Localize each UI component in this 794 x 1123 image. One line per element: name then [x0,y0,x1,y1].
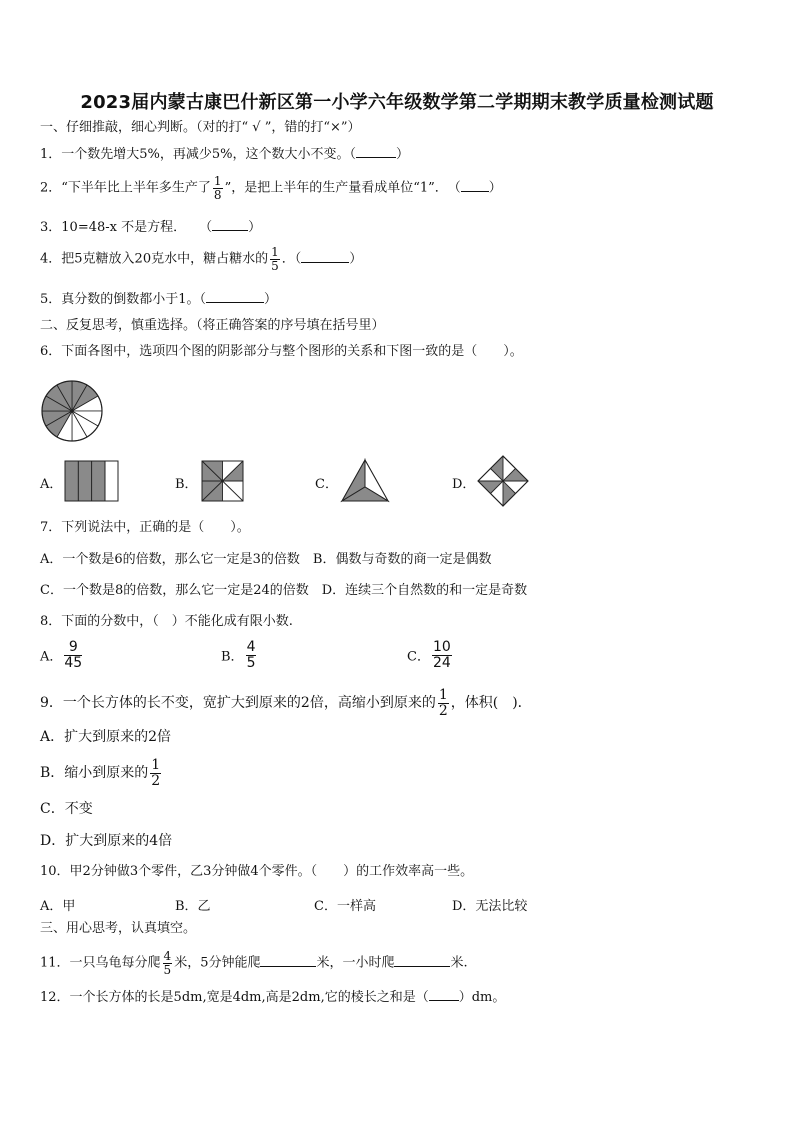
q12-text: 12．一个长方体的长是5dm,宽是4dm,高是2dm,它的棱长之和是（ [40,990,429,1005]
q1-end: ） [396,147,410,162]
q1-answer-blank[interactable] [356,146,396,158]
q8-option-a[interactable] [40,640,84,670]
page-title: 2023届内蒙古康巴什新区第一小学六年级数学第二学期期末教学质量检测试题 [80,92,714,113]
q11-blank-2[interactable] [394,955,450,967]
q11-mid2: 米，一小时爬 [316,955,395,971]
q9-pre: 9．一个长方体的长不变，宽扩大到原来的2倍，高缩小到原来的 [40,695,436,712]
section-3-heading: 三、用心思考，认真填空。 [40,921,197,936]
q4-frac-num: 1 [271,245,279,259]
question-12 [40,989,505,1006]
question-11 [40,950,468,976]
q2-fraction [213,175,223,201]
question-4 [40,246,362,272]
q9-post: ，体积( )． [450,695,532,712]
q8-option-b-fraction [246,640,257,670]
question-10: 10．甲2分钟做3个零件，乙3分钟做4个零件。（ ）的工作效率高一些。 [40,864,474,879]
q9-frac-num: 1 [438,687,448,703]
q8-c-num: 10 [432,639,451,655]
q9-option-a[interactable]: A．扩大到原来的2倍 [40,729,172,745]
q2-post: ”，是把上半年的生产量看成单位“1”． （ [224,180,461,196]
q8-a-den: 45 [64,654,83,671]
q9-option-b[interactable] [40,758,163,788]
q8-option-b-label: B． [221,649,244,665]
q8-b-den: 5 [246,654,256,671]
q9-fraction [438,688,449,718]
q6-option-a-label[interactable]: A． [40,477,63,492]
question-3 [40,219,261,236]
q7-options-cd[interactable]: C．一个数是8的倍数，那么它一定是24的倍数 D．连续三个自然数的和一定是奇数 [40,583,528,598]
q11-pre: 11．一只乌龟每分爬 [40,955,161,971]
q8-option-a-fraction [64,640,82,670]
q6-option-d-figure [476,454,530,508]
q11-frac-den: 5 [163,962,172,977]
q8-b-num: 4 [246,639,256,655]
q10-option-b[interactable]: B．乙 [175,899,211,914]
q10-option-d[interactable]: D．无法比较 [452,899,528,914]
q7-options-ab[interactable]: A．一个数是6的倍数，那么它一定是3的倍数 B．偶数与奇数的商一定是偶数 [40,552,492,567]
q10-option-c[interactable]: C．一样高 [314,899,376,914]
q11-mid1: 米，5分钟能爬 [174,955,261,971]
question-9 [40,688,532,718]
q2-pre: 2．“下半年比上半年多生产了 [40,180,211,196]
q11-frac-num: 4 [163,949,172,963]
q4-post: ．（ [281,251,302,267]
q9-b-num: 1 [151,757,161,773]
q4-fraction [270,246,280,272]
q9-option-c[interactable]: C．不变 [40,801,93,817]
q6-option-b-label[interactable]: B． [175,477,198,492]
q8-option-c-label: C． [407,649,430,665]
q6-option-c-figure [340,458,392,504]
q6-option-b-figure [201,460,245,502]
question-7: 7．下列说法中，正确的是（ ）。 [40,520,250,535]
q12-end: ）dm。 [458,990,506,1005]
q4-pre: 4．把5克糖放入20克水中，糖占糖水的 [40,251,269,267]
q9-frac-den: 2 [438,702,448,719]
q9-b-den: 2 [151,772,161,789]
reference-circle-figure [40,379,104,443]
question-8: 8．下面的分数中，（ ）不能化成有限小数. [40,614,293,629]
q9-option-b-text: B．缩小到原来的 [40,765,149,782]
q2-frac-num: 1 [213,174,222,188]
q3-answer-blank[interactable] [212,219,248,231]
q2-end: ） [488,180,502,196]
q9-option-d[interactable]: D．扩大到原来的4倍 [40,833,173,849]
q11-fraction [163,950,173,976]
q8-option-a-label: A． [40,649,63,665]
q9-option-b-fraction [150,758,161,788]
q11-blank-1[interactable] [260,955,316,967]
q6-option-c-label[interactable]: C． [315,477,338,492]
q11-post: 米. [450,955,468,971]
q8-c-den: 24 [432,654,451,671]
q3-text: 3．10=48-x 不是方程． （ [40,220,213,235]
q8-a-num: 9 [64,640,82,656]
question-6: 6．下面各图中，选项四个图的阴影部分与整个图形的关系和下图一致的是（ ）。 [40,344,523,359]
q8-option-c-fraction [432,640,452,670]
q8-option-b[interactable] [221,640,258,670]
q8-option-c[interactable] [407,640,454,670]
q4-frac-den: 5 [271,258,279,273]
q2-frac-den: 8 [213,187,222,202]
q5-text: 5．真分数的倒数都小于1。（ [40,292,207,307]
q3-end: ） [248,220,262,235]
section-2-heading: 二、反复思考，慎重选择。（将正确答案的序号填在括号里） [40,318,385,333]
section-1-heading: 一、仔细推敲，细心判断。（对的打“ √ ”，错的打“×”） [40,120,361,135]
q5-end: ） [264,292,278,307]
q1-text: 1．一个数先增大5%，再减少5%，这个数大小不变。（ [40,147,357,162]
question-5 [40,291,277,308]
q6-option-d-label[interactable]: D． [452,477,476,492]
question-1 [40,146,409,163]
q12-answer-blank[interactable] [429,989,459,1001]
q10-option-a[interactable]: A．甲 [40,899,76,914]
q6-option-a-figure [64,460,120,502]
question-2 [40,175,502,201]
q2-answer-blank[interactable] [461,180,489,192]
q5-answer-blank[interactable] [206,291,264,303]
q4-end: ） [349,251,363,267]
q4-answer-blank[interactable] [301,251,349,263]
